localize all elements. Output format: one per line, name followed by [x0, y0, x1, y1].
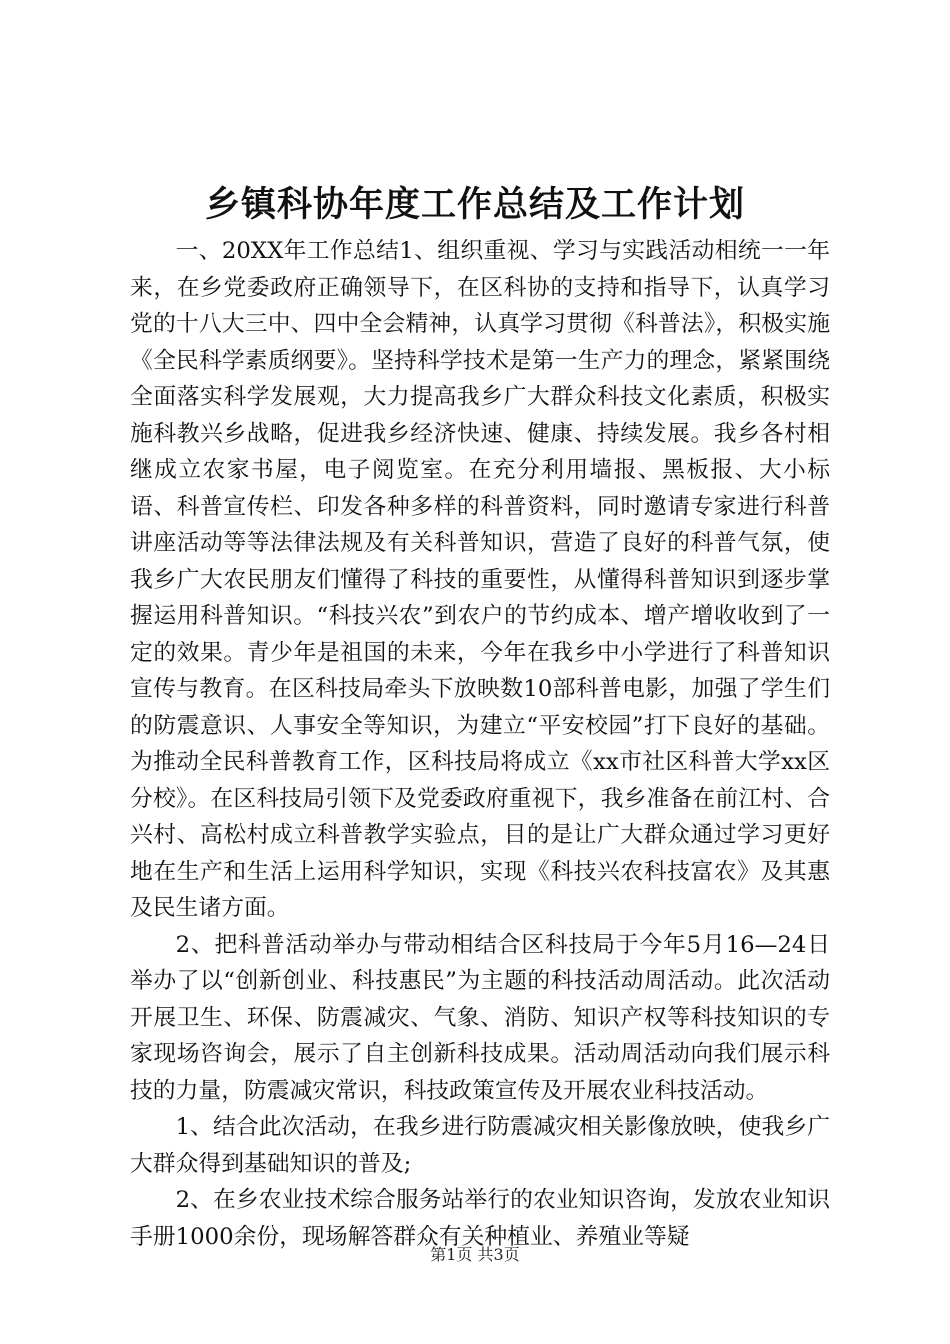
paragraph-3: 1、结合此次活动，在我乡进行防震减灾相关影像放映，使我乡广大群众得到基础知识的普及;	[130, 1114, 830, 1177]
document-title: 乡镇科协年度工作总结及工作计划	[204, 184, 745, 225]
page-footer: 第1页 共3页	[430, 1245, 520, 1264]
paragraph-4: 2、在乡农业技术综合服务站举行的农业知识咨询，发放农业知识手册1000余份，现场解答群众有关种植业、养殖业等疑	[130, 1187, 830, 1250]
document-body	[130, 233, 830, 1255]
paragraph-2: 2、把科普活动举办与带动相结合区科技局于今年5月16—24日举办了以“创新创业、科技惠民”为主题的科技活动周活动。此次活动开展卫生、环保、防震减灾、气象、消防、知识产权等科技知识的专家现场咨询会，展示了自主创新科技成果。活动周活动向我们展示科技的力量，防震减灾常识，科技政策宣传及开展农业科技活动。	[130, 931, 830, 1104]
paragraph-1: 一、20XX年工作总结1、组织重视、学习与实践活动相统一一年来，在乡党委政府正确领导下，在区科协的支持和指导下，认真学习党的十八大三中、四中全会精神，认真学习贯彻《科普法》，积极实施《全民科学素质纲要》。坚持科学技术是第一生产力的理念，紧紧围绕全面落实科学发展观，大力提高我乡广大群众科技文化素质，积极实施科教兴乡战略，促进我乡经济快速、健康、持续发展。我乡各村相继成立农家书屋，电子阅览室。在充分利用墙报、黑板报、大小标语、科普宣传栏、印发各种多样的科普资料，同时邀请专家进行科普讲座活动等等法律法规及有关科普知识，营造了良好的科普气氛，使我乡广大农民朋友们懂得了科技的重要性，从懂得科普知识到逐步掌握运用科普知识。“科技兴农”到农户的节约成本、增产增收收到了一定的效果。青少年是祖国的未来，今年在我乡中小学进行了科普知识宣传与教育。在区科技局牵头下放映数10部科普电影，加强了学生们的防震意识、人事安全等知识，为建立“平安校园”打下良好的基础。为推动全民科普教育工作，区科技局将成立《xx市社区科普大学xx区分校》。在区科技局引领下及党委政府重视下，我乡准备在前江村、合兴村、高松村成立科普教学实验点，目的是让广大群众通过学习更好地在生产和生活上运用科学知识，实现《科技兴农科技富农》及其惠及民生诸方面。	[130, 238, 830, 921]
